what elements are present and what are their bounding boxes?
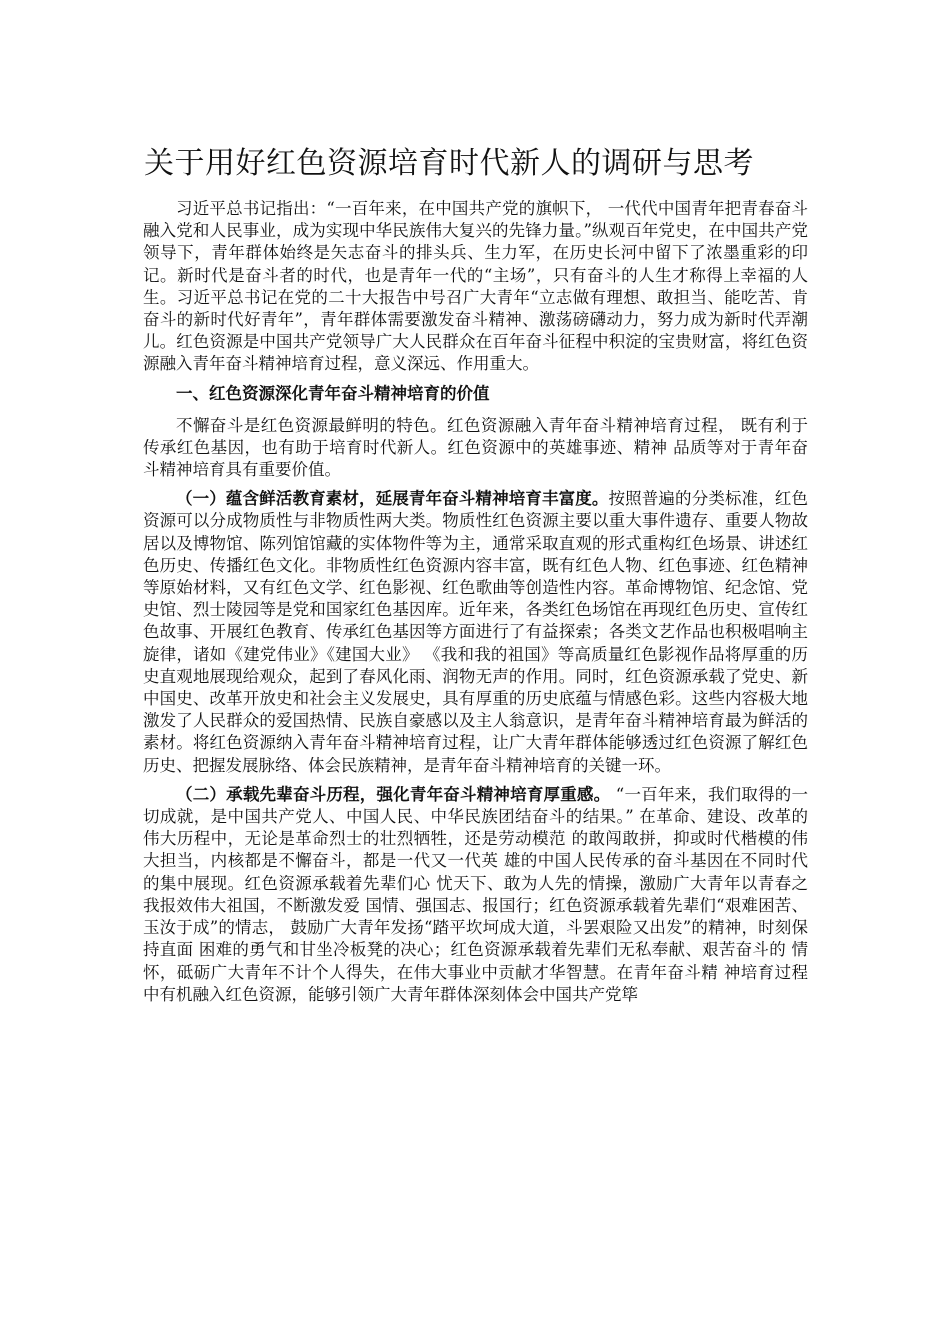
document-title: 关于用好红色资源培育时代新人的调研与思考: [144, 146, 754, 181]
point-2-text: “一百年来，我们取得的一切成就，是中国共产党人、中国人民、中华民族团结奋斗的结果。” 在革命、建设、改革的伟大历程中，无论是革命烈士的壮烈牺牲，还是劳动模范 的敢闯敢拼，抑或时代楷模的伟大担当，内核都是不懈奋斗，都是一代又一代英 雄的中国人民传承的奋斗基因在不同时代的集中展现。红色资源承载着先辈们心 忧天下、敢为人先的情操，激励广大青年以青春之我报效伟大祖国，不断激发爱 国情、强国志、报国行；红色资源承载着先辈们“艰难困苦、玉汝于成”的情志， 鼓励广大青年发扬“踏平坎坷成大道，斗罢艰险又出发”的精神，时刻保持直面 困难的勇气和甘坐冷板凳的决心；红色资源承载着先辈们无私奉献、艰苦奋斗的 情怀，砥砺广大青年不计个人得失，在伟大事业中贡献才华智慧。在青年奋斗精 神培育过程中有机融入红色资源，能够引领广大青年群体深刻体会中国共产党筚: [143, 784, 809, 1004]
intro-paragraph: 习近平总书记指出：“一百年来，在中国共产党的旗帜下， 一代代中国青年把青春奋斗融入党和人民事业，成为实现中华民族伟大复兴的先锋力量。”纵观百年党史，在中国共产党领导下，青年群体始终是矢志奋斗的排头兵、生力军，在历史长河中留下了浓墨重彩的印记。新时代是奋斗者的时代，也是青年一代的“主场”，只有奋斗的人生才称得上幸福的人生。习近平总书记在党的二十大报告中号召广大青年“立志做有理想、敢担当、能吃苦、肯奋斗的新时代好青年”，青年群体需要激发奋斗精神、激荡磅礴动力，努力成为新时代弄潮儿。红色资源是中国共产党领导广大人民群众在百年奋斗征程中积淀的宝贵财富，将红色资源融入青年奋斗精神培育过程，意义深远、作用重大。: [143, 199, 808, 374]
point-2-paragraph: [143, 784, 808, 1006]
document-body: [143, 198, 808, 1013]
section-1-intro-paragraph: 不懈奋斗是红色资源最鲜明的特色。红色资源融入青年奋斗精神培育过程， 既有利于传承红色基因，也有助于培育时代新人。红色资源中的英雄事迹、精神 品质等对于青年奋斗精神培育具有重要价值。: [143, 415, 808, 480]
point-2-lead: （二）承载先辈奋斗历程，强化青年奋斗精神培育厚重感。: [176, 784, 611, 804]
section-heading-1: 一、红色资源深化青年奋斗精神培育的价值: [176, 383, 490, 403]
point-1-text: 按照普遍的分类标准，红色资源可以分成物质性与非物质性两大类。物质性红色资源主要以重大事件遗存、重要人物故居以及博物馆、陈列馆馆藏的实体物件等为主，通常采取直观的形式重构红色场景、讲述红色历史、传播红色文化。非物质性红色资源内容丰富，既有红色人物、红色事迹、红色精神等原始材料，又有红色文学、红色影视、红色歌曲等创造性内容。革命博物馆、纪念馆、党史馆、烈士陵园等是党和国家红色基因库。近年来，各类红色场馆在再现红色历史、宣传红色故事、开展红色教育、传承红色基因等方面进行了有益探索；各类文艺作品也积极唱响主旋律，诸如《建党伟业》《建国大业》 《我和我的祖国》等高质量红色影视作品将厚重的历史直观地展现给观众，起到了春风化雨、润物无声的作用。同时，红色资源承载了党史、新中国史、改革开放史和社会主义发展史，具有厚重的历史底蕴与情感色彩。这些内容极大地激发了人民群众的爱国热情、民族自豪感以及主人翁意识，是青年奋斗精神培育最为鲜活的素材。将红色资源纳入青年奋斗精神培育过程，让广大青年群体能够透过红色资源了解红色历史、把握发展脉络、体会民族精神，是青年奋斗精神培育的关键一环。: [143, 489, 809, 775]
point-1-lead: （一）蕴含鲜活教育素材，延展青年奋斗精神培育丰富度。: [176, 489, 609, 509]
point-1-paragraph: [143, 488, 808, 777]
